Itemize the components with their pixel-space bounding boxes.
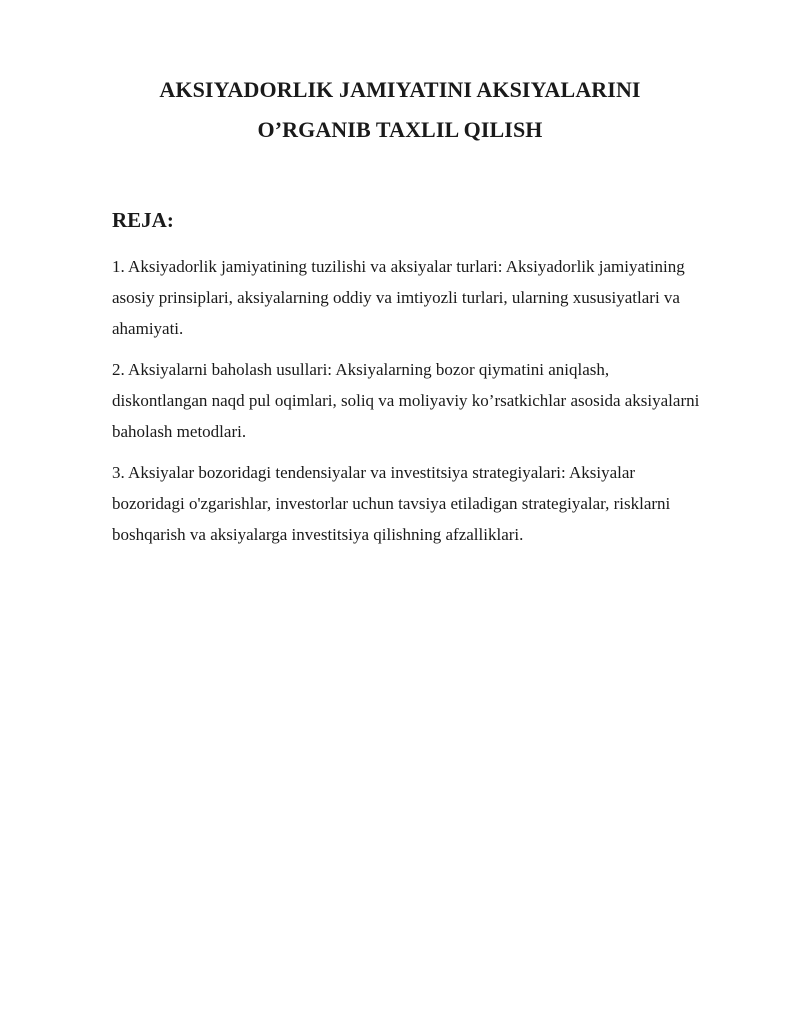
plan-item-line: ahamiyati. — [112, 319, 184, 338]
plan-item-line: asosiy prinsiplari, aksiyalarning oddiy va imtiyozli turlari, ularning xususiyatlari va — [112, 288, 680, 307]
plan-item-line: diskontlangan naqd pul oqimlari, soliq va moliyaviy ko’rsatkichlar asosida aksiyalarni — [112, 391, 700, 410]
plan-item-line: 2. Aksiyalarni baholash usullari: Aksiyalarning bozor qiymatini aniqlash, — [112, 360, 610, 379]
plan-item-line: 1. Aksiyadorlik jamiyatining tuzilishi va aksiyalar turlari: Aksiyadorlik jamiyatining — [112, 257, 685, 276]
plan-item-1 — [112, 251, 752, 344]
plan-item-3 — [112, 457, 752, 550]
plan-item-line: boshqarish va aksiyalarga investitsiya qilishning afzalliklari. — [112, 525, 524, 544]
plan-item-line: baholash metodlari. — [112, 422, 247, 441]
plan-list — [112, 251, 752, 560]
document-title — [0, 70, 800, 150]
title-line-1: AKSIYADORLIK JAMIYATINI AKSIYALARINI — [159, 77, 641, 102]
plan-item-line: bozoridagi o'zgarishlar, investorlar uchun tavsiya etiladigan strategiyalar, risklarni — [112, 494, 671, 513]
plan-item-line: 3. Aksiyalar bozoridagi tendensiyalar va investitsiya strategiyalari: Aksiyalar — [112, 463, 636, 482]
title-line-2: O’RGANIB TAXLIL QILISH — [257, 117, 543, 142]
plan-item-2 — [112, 354, 752, 447]
plan-heading: REJA: — [112, 208, 174, 232]
